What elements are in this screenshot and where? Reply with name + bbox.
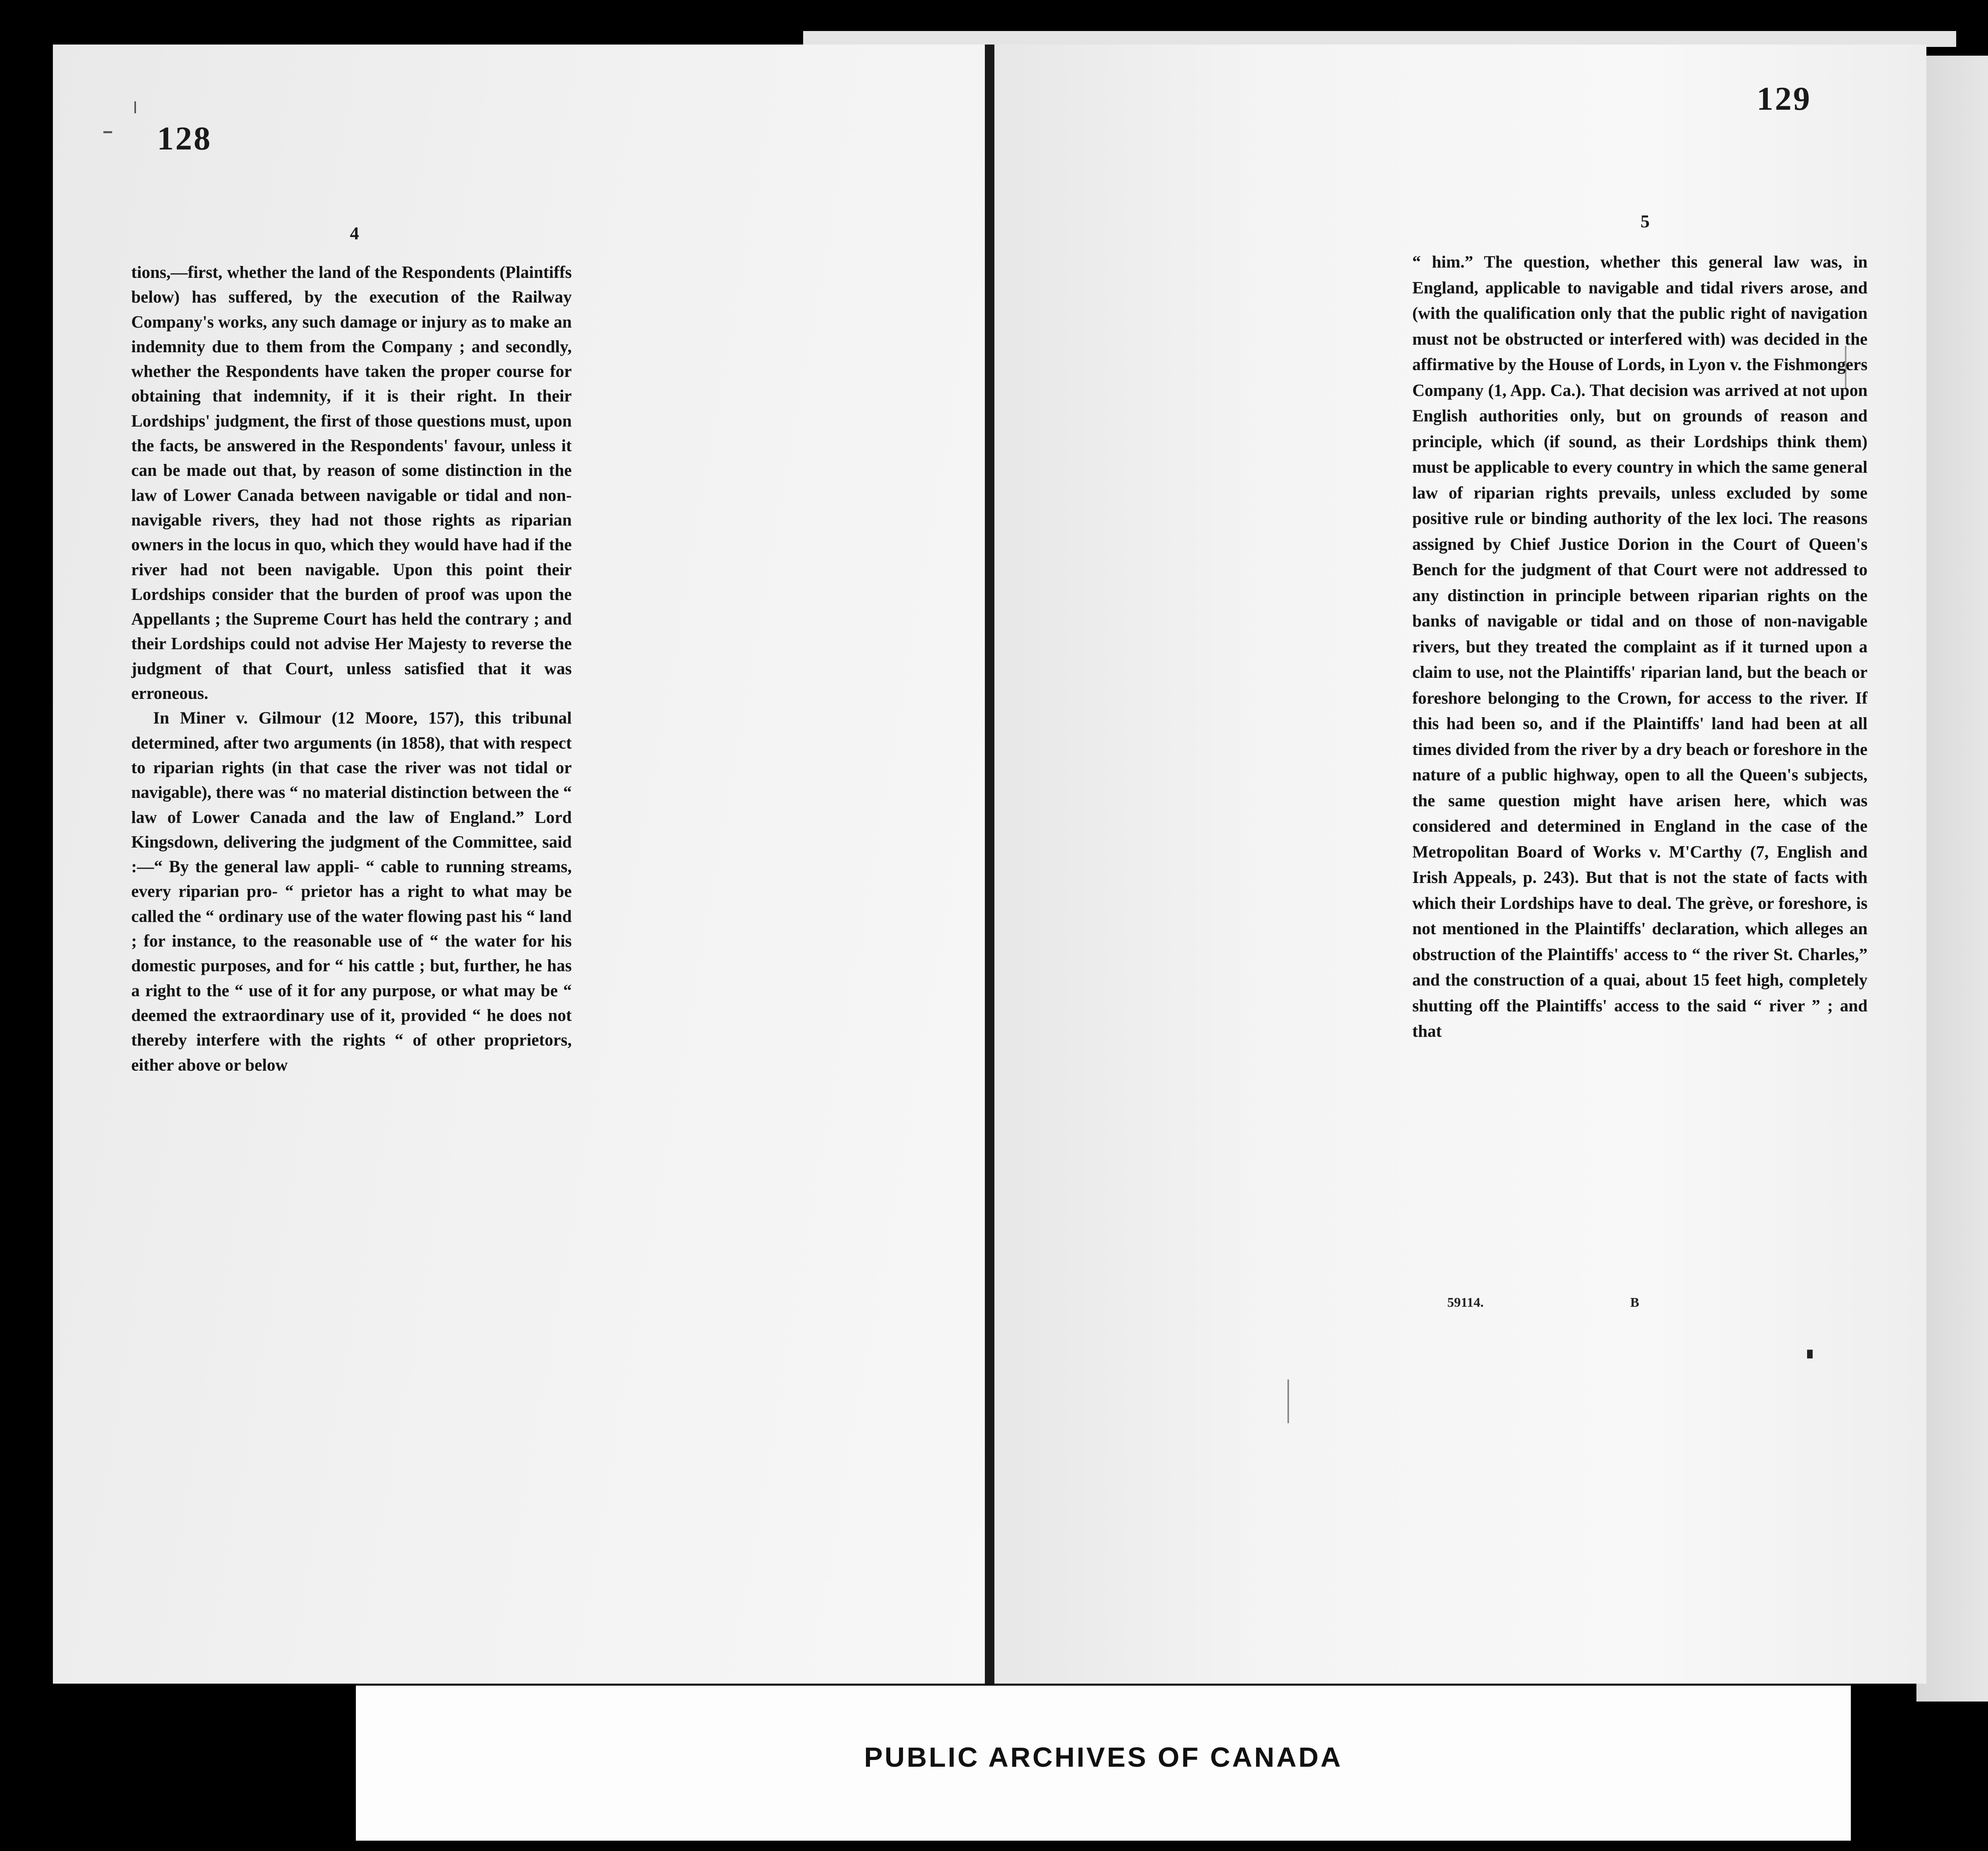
book-spine-gutter	[985, 45, 994, 1684]
scan-mark	[103, 131, 112, 133]
signature-mark: B	[1630, 1295, 1639, 1310]
scan-mark	[1287, 1380, 1289, 1423]
body-paragraph: tions,—first, whether the land of the Respondents (Plaintiffs below) has suffered, by the execution of the Railway Company's works, any such damage or injury as to make an indemnity due to them from the Company ; and secondly, whether the Respondents have taken the proper course for obtaining that indemnity, if it is their right. In their Lordships' judgment, the first of those questions must, upon the facts, be answered in the Respondents' favour, unless it can be made out that, by reason of some distinction in the law of Lower Canada between navigable or tidal and non-navigable rivers, they had not those rights as riparian owners in the locus in quo, which they would have had if the river had not been navigable. Upon this point their Lordships consider that the burden of proof was upon the Appellants ; the Supreme Court has held the contrary ; and their Lordships could not advise Her Majesty to reverse the judgment of that Court, unless satisfied that it was erroneous.	[131, 263, 572, 703]
archive-label-text: PUBLIC ARCHIVES OF CANADA	[864, 1742, 1343, 1773]
page-number-left: 128	[157, 120, 212, 157]
right-text-column	[1412, 250, 1868, 1045]
archive-label	[356, 1686, 1851, 1841]
left-text-column	[131, 260, 572, 1078]
page-number-right: 129	[1757, 80, 1811, 117]
folio-number-right: 5	[1640, 211, 1650, 231]
body-paragraph: In Miner v. Gilmour (12 Moore, 157), this tribunal determined, after two arguments (in 1858), that with respect to riparian rights (in that case the river was not tidal or navigable), there was “ no material distinction between the “ law of Lower Canada and the law of England.” Lord Kingsdown, delivering the judgment of the Committee, said :—“ By the general law appli- “ cable to running streams, every riparian pro- “ prietor has a right to what may be called the “ ordinary use of the water flowing past his “ land ; for instance, to the reasonable use of “ the water for his domestic purposes, and for “ his cattle ; but, further, he has a right to the “ use of it for any purpose, or what may be “ deemed the extraordinary use of it, provided “ he does not thereby interfere with the rights “ of other proprietors, either above or below	[131, 709, 572, 1075]
underlying-page-edge	[1916, 56, 1988, 1702]
body-paragraph: “ him.” The question, whether this general law was, in England, applicable to navigable and tidal rivers arose, and (with the qualification only that the public right of navigation must not be obstructed or interfered with) was decided in the affirmative by the House of Lords, in Lyon v. the Fishmongers Company (1, App. Ca.). That decision was arrived at not upon English authorities only, but on grounds of reason and principle, which (if sound, as their Lordships think them) must be applicable to every country in which the same general law of riparian rights prevails, unless excluded by some positive rule or binding authority of the lex loci. The reasons assigned by Chief Justice Dorion in the Court of Queen's Bench for the judgment of that Court were not addressed to any distinction in principle between riparian rights on the banks of navigable or tidal and on those of non-navigable rivers, but they treated the complaint as if it turned upon a claim to use, not the Plaintiffs' riparian land, but the beach or foreshore belonging to the Crown, for access to the river. If this had been so, and if the Plaintiffs' land had been at all times divided from the river by a dry beach or foreshore in the nature of a public highway, open to all the Queen's subjects, the same question might have arisen here, which was considered and determined in England in the case of the Metropolitan Board of Works v. M'Carthy (7, English and Irish Appeals, p. 243). But that is not the state of facts with which their Lordships have to deal. The grève, or foreshore, is not mentioned in the Plaintiffs' declaration, which alleges an obstruction of the Plaintiffs' access to “ the river St. Charles,” and the construction of a quai, about 15 feet high, completely shutting off the Plaintiffs' access to the said “ river ” ; and that	[1412, 253, 1868, 1041]
page-footer	[1447, 1295, 1639, 1310]
print-number: 59114.	[1447, 1295, 1484, 1310]
folio-number-left: 4	[350, 223, 359, 243]
scan-mark	[1807, 1350, 1813, 1358]
scan-mark	[134, 101, 136, 113]
